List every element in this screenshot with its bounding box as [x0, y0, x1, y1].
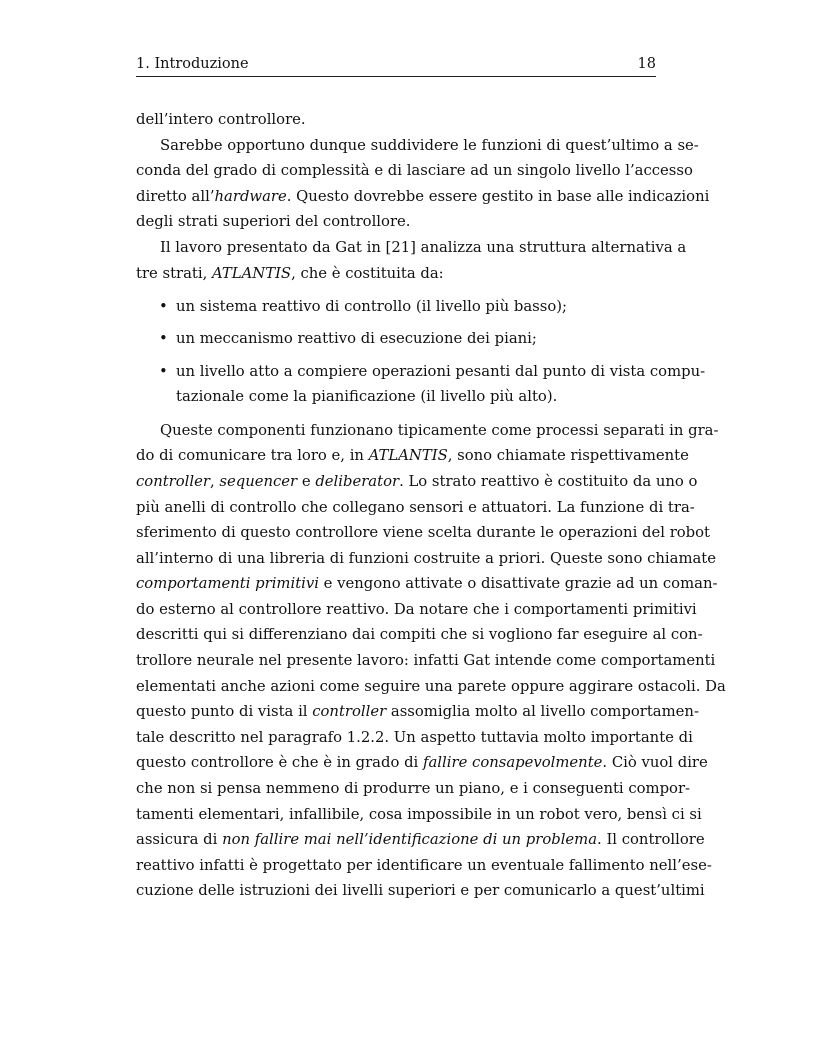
- paragraph-line: tale descritto nel paragrafo 1.2.2. Un aspetto tuttavia molto importante di: [136, 728, 693, 746]
- paragraph-line: controller, sequencer e deliberator. Lo strato reattivo è costituito da uno o: [136, 472, 698, 490]
- paragraph-line: all’interno di una libreria di funzioni costruite a priori. Queste sono chiamate: [136, 549, 716, 567]
- paragraph-line: degli strati superiori del controllore.: [136, 213, 411, 231]
- page-number: 18: [637, 56, 656, 72]
- emphasis: ATLANTIS: [368, 447, 448, 465]
- paragraph-line: dell’intero controllore.: [136, 111, 306, 128]
- paragraph-line: assicura di non fallire mai nell’identificazione di un problema. Il controllore: [136, 831, 705, 849]
- emphasis: sequencer: [219, 472, 298, 490]
- paragraph-line: questo controllore è che è in grado di fallire consapevolmente. Ciò vuol dire: [136, 754, 708, 772]
- paragraph-line: do di comunicare tra loro e, in ATLANTIS, sono chiamate rispettivamente: [136, 447, 689, 465]
- paragraph-line: tre strati, ATLANTIS, che è costituita da:: [136, 264, 444, 282]
- paragraph-line: questo punto di vista il controller assomiglia molto al livello comportamen-: [136, 703, 699, 721]
- paragraph-line: Il lavoro presentato da Gat in [21] analizza una struttura alternativa a: [160, 238, 687, 256]
- paragraph-line: do esterno al controllore reattivo. Da notare che i comportamenti primitivi: [136, 600, 697, 618]
- paragraph-line: reattivo infatti è progettato per identificare un eventuale fallimento nell’ese-: [136, 856, 712, 874]
- paragraph-line: che non si pensa nemmeno di produrre un piano, e i conseguenti compor-: [136, 780, 691, 798]
- paragraph-line: comportamenti primitivi e vengono attivate o disattivate grazie ad un coman-: [136, 575, 718, 593]
- paragraph-line: cuzione delle istruzioni dei livelli superiori e per comunicarlo a quest’ultimi: [136, 882, 705, 900]
- list-item: • un livello atto a compiere operazioni pesanti dal punto di vista compu- tazionale come la pianificazione (il livello più alto).: [136, 359, 656, 410]
- list-item: • un meccanismo reattivo di esecuzione dei piani;: [136, 326, 656, 352]
- emphasis: fallire consapevolmente: [423, 754, 603, 772]
- paragraph-line: tamenti elementari, infallibile, cosa impossibile in un robot vero, bensì ci si: [136, 805, 702, 823]
- bullet-icon: •: [159, 362, 168, 380]
- emphasis: controller: [312, 703, 387, 721]
- list-item: • un sistema reattivo di controllo (il livello più basso);: [136, 294, 656, 320]
- emphasis: controller: [136, 472, 210, 490]
- emphasis: deliberator: [315, 472, 400, 490]
- bullet-list: [136, 294, 706, 410]
- paragraph-line: conda del grado di complessità e di lasciare ad un singolo livello l’accesso: [136, 162, 693, 180]
- paragraph-line: più anelli di controllo che collegano sensori e attuatori. La funzione di tra-: [136, 498, 695, 516]
- paragraph-line: elementati anche azioni come seguire una parete oppure aggirare ostacoli. Da: [136, 677, 726, 695]
- paragraph-line: Sarebbe opportuno dunque suddividere le funzioni di quest’ultimo a se-: [160, 136, 699, 154]
- paragraph-line: descritti qui si differenziano dai compiti che si vogliono far eseguire al con-: [136, 626, 703, 644]
- body-text: [136, 107, 726, 904]
- emphasis: ATLANTIS: [212, 264, 292, 282]
- emphasis: hardware: [214, 187, 287, 205]
- paragraph-line: diretto all’hardware. Questo dovrebbe essere gestito in base alle indicazioni: [136, 187, 710, 205]
- bullet-icon: •: [159, 330, 168, 348]
- chapter-title: 1. Introduzione: [136, 56, 249, 72]
- emphasis: comportamenti primitivi: [136, 575, 319, 593]
- running-header: [136, 56, 656, 77]
- bullet-icon: •: [159, 298, 168, 316]
- paragraph-line: sferimento di questo controllore viene scelta durante le operazioni del robot: [136, 524, 711, 542]
- emphasis: non fallire mai nell’identificazione di un problema: [222, 831, 598, 849]
- paragraph-line: trollore neurale nel presente lavoro: infatti Gat intende come comportamenti: [136, 652, 716, 670]
- paragraph-line: Queste componenti funzionano tipicamente come processi separati in gra-: [160, 421, 719, 439]
